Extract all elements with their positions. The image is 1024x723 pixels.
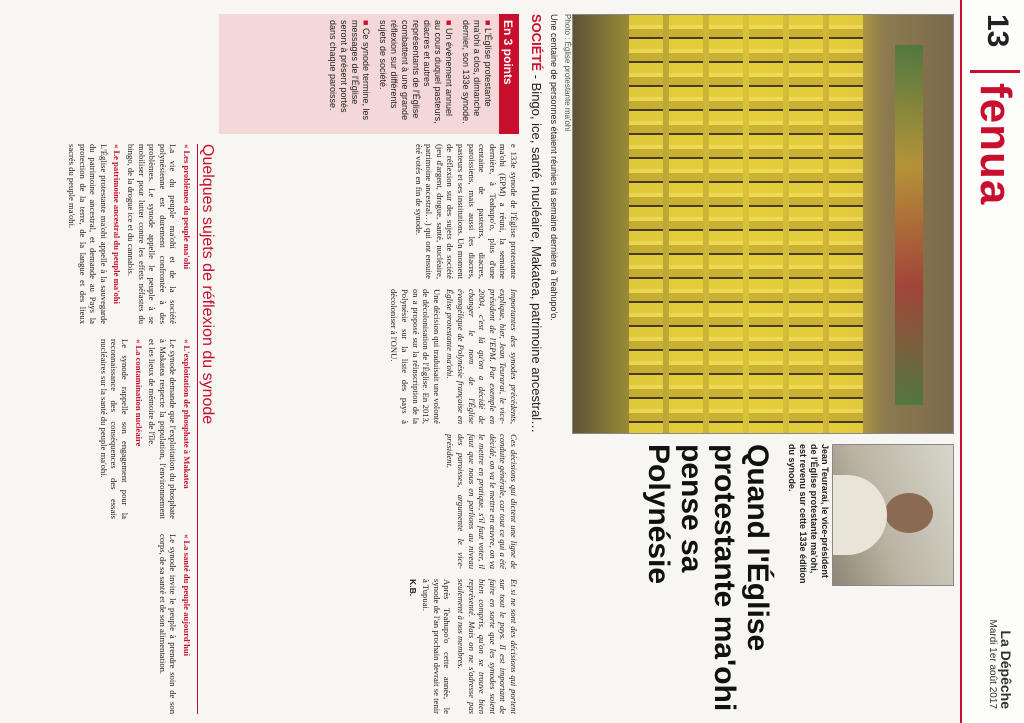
article-para-4: Après Teahupo'o cette année, le synode de l'an prochain devrait se tenir à Tupuai. <box>421 579 453 714</box>
box-section-title: « Les problèmes du peuple ma'ohi <box>182 144 192 270</box>
section-label: SOCIÉTÉ <box>529 14 544 72</box>
box-col-1 <box>7 144 192 324</box>
issue-date: Mardi 1er août 2017 <box>987 619 998 709</box>
box-section-text: L'Église protestante ma'ohi appelle à la sauvegarde du patrimoine ancestral, et demande au Pays la protection de la terre, de la langue et des lieux sacrés du peuple ma'ohi. <box>67 144 109 324</box>
photo-credit: Photo : Église protestante ma'ohi <box>563 14 572 132</box>
article-col-3 <box>219 434 519 569</box>
synod-group-photo <box>572 14 954 434</box>
article-col-4 <box>219 579 519 714</box>
article-byline: K.B. <box>407 579 418 597</box>
sidebar-point: ■ Un évènement annuel au cours duquel pasteurs, diacres et autres représentants de l'Église combattent à une grande réflexion sur différents sujets de société. <box>378 20 454 124</box>
box-section-text: Le synode rappelle son engagement pour la reconnaissance des conséquences des essais nucléaires sur la santé du peuple ma'ohi. <box>98 339 131 519</box>
photo-caption: Une centaine de personnes étaient réunies la semaine dernière à Teahupo'o. <box>549 14 559 321</box>
section-line <box>529 14 544 714</box>
brand-name: La Dépêche <box>998 630 1014 709</box>
article-col-2 <box>219 289 519 424</box>
article-quote-2: Ces décisions qui dictent une ligne de conduite générale, car tout ce qui a été décidé, on va le mettre en œuvre, on va le mettre en pratique, s'il faut voter, il faut que nous en parlions au niveau des paroisses, argumente le vice-président. <box>445 434 519 569</box>
box-section-title: « L'exploitation de phosphate à Makatea <box>182 339 192 489</box>
rubric-title: fenua <box>970 70 1020 205</box>
bullet-icon: ■ <box>361 20 371 28</box>
page-header <box>960 0 1024 723</box>
photo-banner-shape <box>895 45 923 405</box>
sidebar-en-3-points <box>219 14 519 134</box>
crowd-row <box>829 15 863 433</box>
section-topics: - Bingo, ice, santé, nucléaire, Makatea, patrimoine ancestral… <box>529 71 544 434</box>
masthead <box>987 619 1014 709</box>
box-section-text: Le synode invite le peuple à prendre soin de son corps, de sa santé et de son alimentation. <box>157 534 179 714</box>
sidebar-point: ■ Ce synode termine, les messages de l'Église seront à présent portés dans chaque paroisse. <box>328 20 371 120</box>
crowd-row <box>749 15 783 433</box>
page-number: 13 <box>981 14 1014 48</box>
sidebar-point: ■ L'Église protestante ma'ohi a clos, dimanche dernier, son 133e synode. <box>461 20 493 124</box>
inset-caption: Jean Teurarai, le vice-président de l'Église protestante ma'ohi, est revenu sur cette 133e édition du synode. <box>787 444 830 584</box>
article-para-3: Et si ne sont des décisions qui portent sur tout le pays. Il est important de faire en sorte que les synodes soient bien compris, qu'on se trouve bien représenté. Mais on ne s'adresse pas seulement à nos membres. <box>456 579 519 714</box>
sidebar-title: En 3 points <box>499 14 516 134</box>
crowd-row <box>789 15 823 433</box>
box-col-2 <box>7 339 192 519</box>
crowd-row <box>709 15 743 433</box>
headline: Quand l'Église protestante ma'ohi pense sa Polynésie <box>642 444 774 712</box>
box-section-title: « La contamination nucléaire <box>133 339 144 447</box>
article-quote-1: Importantes des synodes précédents, explique, hier, Jean Teurarai, le vice-président de l'EPM. Par exemple en 2004, c'est là qu'on a décidé de changer le nom de l'Église évangélique de Polynésie française en Église protestante ma'ohi. <box>445 289 519 424</box>
box-section-text: Le synode demande que l'exploitation du phosphate à Makatea respecte la population, l'environnement et les lieux de mémoire de l'île. <box>147 339 179 519</box>
portrait-body-shape <box>833 475 887 555</box>
box-section-title: « La santé du peuple aujourd'hui <box>182 534 192 657</box>
bullet-icon: ■ <box>444 20 454 28</box>
vice-president-photo <box>832 444 954 586</box>
bullet-icon: ■ <box>483 20 493 28</box>
article-lead: e 133e synode de l'Église protestante ma'ohi (EPM) a réuni, la semaine dernière, à Teahupo'o, plus d'une centaine de pasteurs, diacres, paroissiens, mais aussi les diacres, pasteurs et ses institutions. Un moment de réflexion sur des sujets de société (jeu d'argent, drogue, santé, nucléaire, patrimoine ancestral…) qui ont ensuite été votés en fin de synode. <box>413 144 519 279</box>
article-col-1 <box>219 144 519 279</box>
box-section-text: La vie du peuple ma'ohi et de la société polynésienne est durement confrontée à des problèmes. Le synode appelle le peuple à se mobiliser pour lutter contre les effets néfastes du bingo, de la drogue ice et du cannabis. <box>126 144 179 324</box>
box-title: Quelques sujets de réflexion du synode <box>197 144 216 714</box>
crowd-row <box>629 15 663 433</box>
box-section-title: « Le patrimoine ancestral du peuple ma'ohi <box>112 144 123 304</box>
box-col-3 <box>7 534 192 714</box>
crowd-row <box>669 15 703 433</box>
article-para-2: Une décision qui traduisait une volonté de décolonisation de l'Église. En 2013, on a proposé sur la réinscription de la Polynésie sur la liste des pays à décoloniser à l'ONU. <box>389 289 442 424</box>
portrait-face-shape <box>885 493 933 533</box>
